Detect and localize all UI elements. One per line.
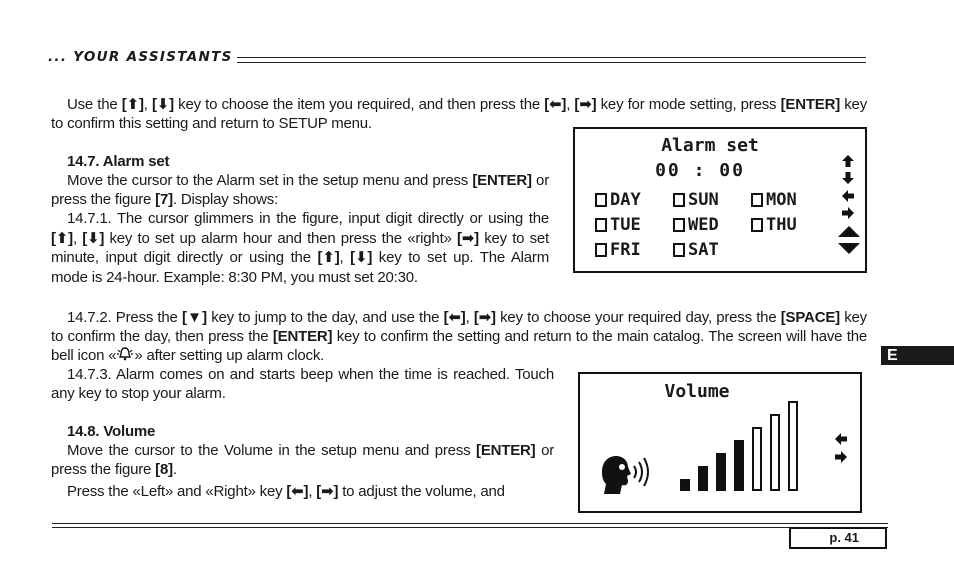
alarm-screen-title: Alarm set — [661, 135, 759, 156]
volume-screen-title: Volume — [664, 381, 730, 402]
day-label: SAT — [688, 240, 719, 260]
arrow-up-icon — [841, 154, 855, 168]
alarm-p3-text-3: key to choose your required day, press the — [495, 309, 781, 326]
alarm-p3-text-4: key to confirm the day, then press the — [51, 309, 867, 345]
key-left: [⬅] — [443, 309, 466, 326]
alarm-p3-text: 14.7.2. Press the — [67, 309, 182, 326]
intro-text-2: key to choose the item you required, and then press the — [173, 96, 545, 113]
key-up: [⬆] — [121, 96, 144, 113]
arrow-down-icon — [841, 171, 855, 185]
checkbox[interactable] — [673, 218, 685, 232]
separator: , — [566, 96, 575, 113]
day-label: WED — [688, 215, 719, 235]
alarm-paragraph-1 — [51, 171, 549, 209]
separator: , — [143, 96, 152, 113]
intro-text-4: key to confirm this setting and return to SETUP menu. — [51, 96, 868, 132]
arrow-left-icon — [841, 189, 855, 203]
speaking-head-icon — [598, 450, 654, 496]
alarm-set-screen — [573, 127, 867, 273]
day-checkbox-tue[interactable] — [595, 215, 641, 235]
key-right: [➡] — [473, 309, 496, 326]
volume-p1-text-2: or press the figure — [51, 442, 555, 478]
volume-bar — [680, 479, 690, 491]
checkbox[interactable] — [595, 243, 607, 257]
key-right: [➡] — [574, 96, 597, 113]
separator: , — [72, 229, 83, 247]
day-label: SUN — [688, 190, 719, 210]
figure-ref: [8] — [155, 461, 173, 478]
key-enter: [ENTER] — [476, 442, 536, 459]
checkbox[interactable] — [595, 193, 607, 207]
key-enter: [ENTER] — [472, 172, 532, 189]
alarm-p2-text-4: key to set up. The Alarm mode is 24-hour. Example: 8:30 PM, you must set 20:30. — [51, 249, 550, 286]
section-header — [48, 47, 866, 67]
checkbox[interactable] — [673, 243, 685, 257]
alarm-paragraph-2 — [51, 209, 549, 287]
alarm-p1-text-2: or press the figure — [51, 172, 549, 208]
key-space: [SPACE] — [780, 309, 840, 326]
intro-text-3: key for mode setting, press — [596, 96, 781, 113]
footer-rule — [52, 523, 888, 528]
day-label: THU — [766, 215, 797, 235]
alarm-paragraph-4: 14.7.3. Alarm comes on and starts beep when the time is reached. Touch any key to stop your alarm. — [51, 366, 554, 402]
alarm-p3-text-6: » after setting up alarm clock. — [134, 347, 325, 364]
key-down: [⬇] — [350, 249, 373, 267]
alarm-time: 00 : 00 — [655, 160, 745, 181]
volume-heading: 14.8. Volume — [67, 423, 156, 440]
volume-p2-text: Press the «Left» and «Right» key — [67, 483, 287, 500]
day-checkbox-sun[interactable] — [673, 190, 719, 210]
alarm-p3-text-5: key to confirm the setting and return to the main catalog. The screen will have the bell icon « — [51, 328, 867, 364]
key-down: [⬇] — [151, 96, 174, 113]
alarm-paragraph-3 — [51, 308, 867, 365]
key-right: [➡] — [456, 229, 479, 247]
header-rule — [237, 57, 866, 63]
key-left: [⬅] — [286, 483, 309, 500]
day-label: MON — [766, 190, 797, 210]
volume-bar — [770, 414, 780, 491]
day-label: TUE — [610, 215, 641, 235]
intro-text-1: Use the — [67, 96, 122, 113]
language-tab: E — [881, 346, 954, 365]
arrow-right-icon — [841, 206, 855, 220]
day-label: DAY — [610, 190, 641, 210]
volume-bar — [698, 466, 708, 491]
day-label: FRI — [610, 240, 641, 260]
arrow-right-icon — [834, 450, 848, 464]
day-checkbox-sat[interactable] — [673, 240, 719, 260]
key-down-triangle: [▼] — [181, 309, 207, 326]
alarm-heading: 14.7. Alarm set — [67, 153, 170, 170]
day-checkbox-mon[interactable] — [751, 190, 797, 210]
day-checkbox-wed[interactable] — [673, 215, 719, 235]
volume-p1-text: Move the cursor to the Volume in the setup menu and press — [67, 442, 477, 459]
day-checkbox-day[interactable] — [595, 190, 641, 210]
volume-p2-text-2: to adjust the volume, and — [338, 483, 505, 500]
volume-bar — [716, 453, 726, 491]
page-number: p. 41 — [789, 527, 887, 549]
key-left: [⬅] — [544, 96, 567, 113]
checkbox[interactable] — [673, 193, 685, 207]
alarm-p1-text: Move the cursor to the Alarm set in the setup menu and press — [67, 172, 473, 189]
scroll-triangles-icon — [837, 224, 861, 256]
key-enter: [ENTER] — [780, 96, 841, 113]
volume-bar — [734, 440, 744, 491]
separator: , — [465, 309, 474, 326]
key-down: [⬇] — [82, 229, 105, 247]
day-checkbox-fri[interactable] — [595, 240, 641, 260]
volume-paragraph-1 — [51, 441, 554, 479]
separator: , — [339, 249, 351, 267]
alarm-p1-text-3: . Display shows: — [172, 191, 279, 208]
separator: , — [308, 483, 317, 500]
bell-icon — [116, 346, 134, 362]
key-up: [⬆] — [317, 249, 340, 267]
volume-p1-text-3: . — [172, 461, 177, 478]
alarm-p3-text-2: key to jump to the day, and use the — [206, 309, 444, 326]
volume-paragraph-2 — [51, 482, 554, 501]
volume-bar — [752, 427, 762, 491]
key-enter: [ENTER] — [272, 328, 333, 345]
alarm-p2-text: 14.7.1. The cursor glimmers in the figure, input digit directly or using the — [67, 210, 549, 227]
checkbox[interactable] — [751, 218, 763, 232]
day-checkbox-thu[interactable] — [751, 215, 797, 235]
volume-bar — [788, 401, 798, 491]
key-right: [➡] — [316, 483, 339, 500]
alarm-p2-text-3: key to set minute, input digit directly or using the — [51, 229, 550, 267]
section-title: ... YOUR ASSISTANTS — [48, 49, 233, 65]
arrow-left-icon — [834, 432, 848, 446]
checkbox[interactable] — [595, 218, 607, 232]
key-up: [⬆] — [51, 229, 73, 247]
volume-screen — [578, 372, 862, 513]
checkbox[interactable] — [751, 193, 763, 207]
figure-ref: [7] — [155, 191, 173, 208]
alarm-p2-text-2: key to set up alarm hour and then press the «right» — [104, 229, 457, 247]
